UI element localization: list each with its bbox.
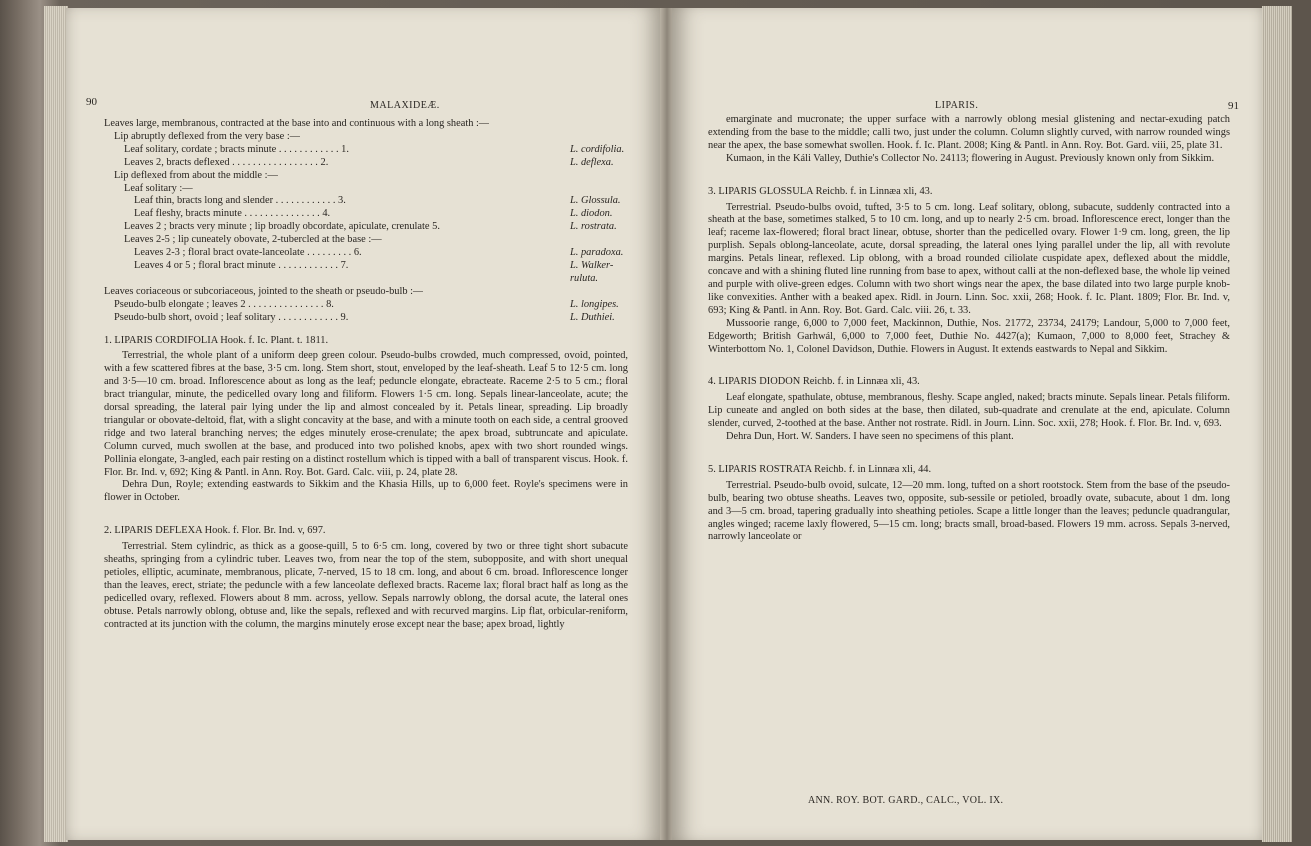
key-species: [570, 234, 628, 247]
page-edges-left: [44, 6, 68, 842]
species-heading: 1. LIPARIS CORDIFOLIA Hook. f. Ic. Plant. t. 1811.: [104, 334, 329, 346]
species-heading: 4. LIPARIS DIODON Reichb. f. in Linnæa xli, 43.: [708, 376, 920, 388]
key-species: L. Glossula.: [570, 195, 621, 207]
species-paragraph: Terrestrial. Pseudo-bulbs ovoid, tufted, 3·5 to 5 cm. long. Leaf solitary, oblong, subacute, suddenly contracted into a sheath at the base, sometimes stalked, 5 to 10 cm. long, and up to nearly 2·5 cm. broad. Inflorescence erect, longer than the leaf; raceme lax-flowered; floral bract linear, obtuse, shorter than the pedicelled ovary. Flower 1·9 cm. long, green, the lip purplish. Sepals oblong-lanceolate, acute, dorsal spreading, the lateral ones lying parallel under the lip, all with revolute margins. Petals linear, reflexed. Lip oblong, with a broad rounded ciliolate cuspidate apex, deflexed about the middle, concave and with a shining fluted line running from base to apex, without calli at the non-deflexed base, the whole lip veined and purple with olive-green edges. Column with two short wings near the apex, the base dilated into two large purple knob-like convexities. Anther with a beaked apex. Ridl. in Journ. Linn. Soc. xxii, 268; Hook. f. Ic. Plant. 1809; Flor. Br. Ind. v, 693; King & Pantl. in Ann. Roy. Bot. Gard. Calc. viii. 26, t. 33.: [708, 201, 1230, 316]
key-text: Leaf solitary, cordate ; bracts minute . . . . . . . . . . . . 1.: [124, 143, 349, 155]
key-text: Leaves 2 ; bracts very minute ; lip broadly obcordate, apiculate, crenulate 5.: [124, 221, 440, 233]
section-gap: [104, 505, 628, 515]
key-species: [570, 183, 628, 196]
key-row: [104, 273, 628, 286]
species-paragraph: Terrestrial, the whole plant of a uniform deep green colour. Pseudo-bulbs crowded, much compressed, ovoid, pointed, with a few scattered fibres at the base, 3·5 cm. long. Stem short, stout, enveloped by the leaf-sheath. Leaf 5 to 12·5 cm. long and 3·5—10 cm. broad. Inflorescence about as long as the leaf; peduncle elongate, ebracteate. Raceme 2·5 to 5 cm.; floral bract triangular, minute, the pedicelled ovary long and filiform. Flowers 1·5 cm. long. Sepals linear-lanceolate, acute; the dorsal spreading, the lateral pair lying under the lip and almost concealed by it. Petals linear, spreading. Lip broadly triangular or obovate-deltoid, flat, with a slight concavity at the base, and with a minute tooth on each side, a central grooved ridge and two lateral branching nerves; the edges minutely erose-crenulate; the apex broad, subtruncate and apiculate. Column curved, much swollen at the base, and produced into two polished knobs, apex with two short rounded wings. Pollinia elongate, 3-angled, each pair resting on a distinct rostellum which is tipped with a ball of transparent viscus. Hook. f. Flor. Br. Ind. v, 692; King & Pantl. in Ann. Roy. Bot. Gard. Calc. viii, p. 24, plate 28.: [104, 350, 628, 478]
left-page-body: [104, 118, 628, 642]
key-text: Leaf solitary :—: [124, 182, 193, 194]
key-row: [104, 131, 628, 144]
key-row: [104, 144, 628, 157]
species-paragraph: Dehra Dun, Hort. W. Sanders. I have seen no specimens of this plant.: [726, 431, 1014, 443]
identification-key: [104, 118, 628, 325]
key-text: Lip abruptly deflexed from the very base :—: [114, 130, 301, 142]
key-species: L. cordifolia.: [570, 143, 625, 155]
key-row: [104, 234, 628, 247]
key-row: [104, 118, 628, 131]
key-species: L. rostrata.: [570, 221, 617, 233]
right-species-sections: [708, 186, 1230, 555]
key-row: [104, 183, 628, 196]
left-page-number: 90: [86, 96, 97, 108]
key-row: [104, 247, 628, 260]
species-paragraph: Mussoorie range, 6,000 to 7,000 feet, Mackinnon, Duthie, Nos. 21772, 23734, 24179; Landour, 5,000 to 7,000 feet, Edgeworth; British Garhwál, 6,000 to 7,000 feet, Duthie No. 4427(a); Kumaon, 7,000 to 8,000 feet, Strachey & Winterbottom No. 1, Colonel Davidson, Duthie. Flowers in August. It extends eastwards to Nepal and Sikkim.: [708, 317, 1230, 355]
left-running-head: MALAXIDEÆ.: [370, 100, 440, 111]
key-species: ruluta.: [570, 272, 599, 284]
section-gap: [708, 544, 1230, 554]
key-row: [104, 195, 628, 208]
section-gap: [708, 444, 1230, 454]
key-text: Leaves 4 or 5 ; floral bract minute . . . . . . . . . . . . 7.: [134, 259, 349, 271]
right-page-body: [708, 114, 1230, 554]
key-species: L. Walker-: [570, 259, 614, 271]
section-gap: [708, 166, 1230, 176]
key-text: Lip deflexed from about the middle :—: [114, 169, 278, 181]
key-species: [570, 286, 628, 299]
key-text: Leaves 2-3 ; floral bract ovate-lanceolate . . . . . . . . . 6.: [134, 247, 362, 259]
key-text: Leaves 2, bracts deflexed . . . . . . . . . . . . . . . . . 2.: [124, 156, 329, 168]
section-gap: [708, 356, 1230, 366]
key-species: L. longipes.: [570, 298, 619, 310]
right-intro: [708, 114, 1230, 176]
species-heading: 2. LIPARIS DEFLEXA Hook. f. Flor. Br. Ind. v, 697.: [104, 525, 326, 537]
right-page-number: 91: [1228, 100, 1239, 112]
species-heading: 5. LIPARIS ROSTRATA Reichb. f. in Linnæa xli, 44.: [708, 463, 932, 475]
key-text: Leaf fleshy, bracts minute . . . . . . . . . . . . . . . 4.: [134, 208, 331, 220]
species-heading: 3. LIPARIS GLOSSULA Reichb. f. in Linnæa xli, 43.: [708, 185, 933, 197]
page-footer: ANN. ROY. BOT. GARD., CALC., VOL. IX.: [808, 795, 1004, 806]
key-text: Leaves coriaceous or subcoriaceous, jointed to the sheath or pseudo-bulb :—: [104, 285, 424, 297]
left-species-sections: [104, 335, 628, 642]
section-gap: [104, 632, 628, 642]
key-text: Pseudo-bulb elongate ; leaves 2 . . . . . . . . . . . . . . . 8.: [114, 298, 334, 310]
key-row: [104, 157, 628, 170]
key-row: [104, 260, 628, 273]
key-text: Pseudo-bulb short, ovoid ; leaf solitary . . . . . . . . . . . . 9.: [114, 311, 349, 323]
species-paragraph: Leaf elongate, spathulate, obtuse, membranous, fleshy. Scape angled, naked; bracts minute. Sepals linear. Petals filiform. Lip cuneate and angled on both sides at the base, then dilated, sub-quadrate and crenulate at the end, apiculate. Column slender, curved, 2-toothed at the base. Anther not rostrate. Ridl. in Journ. Linn. Soc. xxii, 278; Hook. f. Flor. Br. Ind. v, 693.: [708, 392, 1230, 430]
key-species: [570, 170, 628, 183]
key-row: [104, 170, 628, 183]
key-species: [570, 131, 628, 144]
key-species: [570, 118, 628, 131]
species-paragraph: Terrestrial. Pseudo-bulb ovoid, sulcate, 12—20 mm. long, tufted on a short rootstock. Stem from the base of the pseudo-bulb, bearing two obtuse sheaths. Leaves two, opposite, sub-sessile or petioled, broadly ovate, subacute, about 1 dm. long and 3—5 cm. broad, tapering gradually into sheathing petioles. Scape a little longer than the leaves; peduncle quadrangular, angles winged; raceme laxly flowered, 5—15 cm. long; bracts small, broad-based. Flowers 19 mm. across. Sepals 3-nerved, narrowly lanceolate or: [708, 479, 1230, 543]
key-text: Leaf thin, bracts long and slender . . . . . . . . . . . . 3.: [134, 195, 346, 207]
key-row: [104, 299, 628, 312]
page-edges-right: [1262, 6, 1292, 842]
key-text: Leaves large, membranous, contracted at the base into and continuous with a long sheath :—: [104, 118, 490, 129]
key-species: L. deflexa.: [570, 156, 614, 168]
key-row: [104, 221, 628, 234]
key-text: Leaves 2-5 ; lip cuneately obovate, 2-tubercled at the base :—: [124, 234, 382, 246]
intro-paragraph: Kumaon, in the Káli Valley, Duthie's Collector No. 24113; flowering in August. Previously known only from Sikkim.: [726, 152, 1215, 164]
species-paragraph: Terrestrial. Stem cylindric, as thick as a goose-quill, 5 to 6·5 cm. long, covered by two or three tight short subacute sheaths, springing from a cylindric tuber. Leaves two, from near the top of the stem, subopposite, and with short unequal petioles, elliptic, acuminate, membranous, plicate, 7-nerved, 15 to 18 cm. long, and about 6 cm. broad. Inflorescence longer than the leaves, erect, striate; the peduncle with a few lanceolate deflexed bracts. Raceme lax; floral bract half as long as the pedicelled ovary, reflexed. Flowers about 8 mm. across, yellow. Sepals narrowly oblong, the dorsal acute, the lateral ones obtuse. Petals narrowly oblong, obtuse and, like the sepals, reflexed and with recurved margins. Lip flat, orbicular-reniform, contracted at its junction with the column, the margins minutely erose except near the base; apex broad, lightly: [104, 541, 628, 630]
intro-paragraph: emarginate and mucronate; the upper surface with a narrowly oblong mesial glistening and nectar-exuding patch extending from the base to the middle; calli two, just under the column. Column slightly curved, with narrow rounded wings near the apex, the base somewhat swollen. Hook. f. Ic. Plant. 2008; King & Pantl. in Ann. Roy. Bot. Gard. viii, 25, plate 31.: [708, 114, 1230, 151]
key-species: L. paradoxa.: [570, 247, 624, 259]
key-row: [104, 286, 628, 299]
key-species: L. diodon.: [570, 208, 613, 220]
key-row: [104, 208, 628, 221]
key-species: L. Duthiei.: [570, 311, 615, 323]
species-paragraph: Dehra Dun, Royle; extending eastwards to Sikkim and the Khasia Hills, up to 6,000 feet. Royle's specimens were in flower in October.: [104, 479, 628, 504]
right-running-head: LIPARIS.: [935, 100, 979, 111]
key-row: [104, 312, 628, 325]
